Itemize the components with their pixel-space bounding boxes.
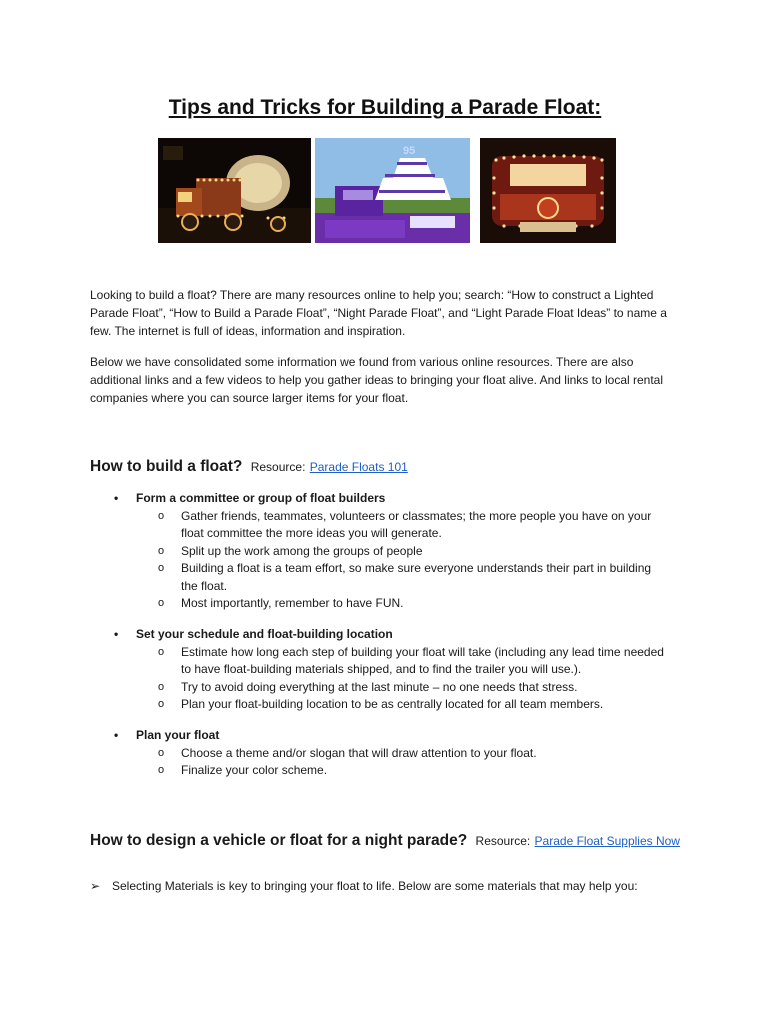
circle-bullet-icon: o: [158, 597, 165, 609]
sub-item: [110, 560, 670, 595]
sub-item-text: Try to avoid doing everything at the last minute – no one needs that stress.: [181, 679, 578, 694]
sub-item: [110, 745, 670, 763]
cake-float-photo: [315, 138, 470, 243]
arrow-bullet-icon: ➢: [90, 879, 101, 893]
resource-label: Resource:: [475, 834, 531, 848]
section-heading-text: How to design a vehicle or float for a night parade?: [90, 832, 468, 849]
sub-item-text: Split up the work among the groups of people: [181, 543, 423, 558]
circle-bullet-icon: o: [158, 645, 165, 658]
sub-item: [110, 696, 670, 714]
sub-item: [110, 644, 670, 679]
section-heading-night-parade: [90, 832, 680, 850]
bullet-icon: •: [114, 728, 119, 742]
schedule-group: [110, 626, 670, 714]
section-heading-text: How to build a float?: [90, 458, 243, 475]
bullet-item: [110, 626, 670, 644]
circle-bullet-icon: o: [158, 764, 165, 776]
intro-paragraph-2: Below we have consolidated some information we found from various online resources. There are also additional links and a few videos to help you gather ideas to bringing your float alive. And links to local rental companies where you can source larger items for your float.: [90, 355, 664, 405]
section-heading-build-float: [90, 458, 408, 476]
arrow-list-item: [90, 877, 690, 895]
lighted-truck-float-photo: [158, 138, 311, 243]
circle-bullet-icon: o: [158, 746, 165, 759]
parade-float-supplies-now-link[interactable]: Parade Float Supplies Now: [534, 834, 680, 848]
sub-item-text: Plan your float-building location to be as centrally located for all team members.: [181, 697, 604, 711]
sub-item-text: Finalize your color scheme.: [181, 763, 328, 777]
circle-bullet-icon: o: [158, 698, 165, 710]
sub-item: [110, 679, 670, 697]
circle-bullet-icon: o: [158, 562, 165, 574]
intro-paragraph-1: Looking to build a float? There are many resources online to help you; search: “How to construct a Lighted Parade Float”, “How to Build a Parade Float”, “Night Parade Float”, and “Light Parade Float Ideas” to name a few. The internet is full of ideas, information and inspiration.: [90, 288, 667, 338]
bullet-title: Form a committee or group of float builders: [136, 491, 386, 505]
sub-item-text: Most importantly, remember to have FUN.: [181, 596, 404, 610]
circle-bullet-icon: o: [158, 509, 165, 522]
bullet-title: Set your schedule and float-building location: [136, 627, 393, 641]
sub-item-text: Choose a theme and/or slogan that will draw attention to your float.: [181, 745, 537, 760]
sub-item-text: Building a float is a team effort, so make sure everyone understands their part in building the float.: [181, 561, 652, 593]
page-title: Tips and Tricks for Building a Parade Float:: [168, 96, 602, 119]
bullet-icon: •: [114, 491, 119, 505]
parade-floats-101-link[interactable]: Parade Floats 101: [309, 460, 408, 474]
arrow-item-text: Selecting Materials is key to bringing your float to life. Below are some materials that may help you:: [112, 879, 638, 893]
bullet-title: Plan your float: [136, 728, 220, 742]
bullet-item: [110, 490, 670, 508]
bullet-item: [110, 727, 670, 745]
resource-label: Resource:: [250, 460, 306, 474]
circle-bullet-icon: o: [158, 544, 165, 557]
sub-item-text: Estimate how long each step of building your float will take (including any lead time needed to have float-building materials shipped, and to find the trailer you will use.).: [181, 644, 664, 676]
plan-group: [110, 727, 670, 780]
sub-item: [110, 508, 670, 543]
sub-item: [110, 762, 670, 780]
sub-item: [110, 595, 670, 613]
bullet-icon: •: [114, 627, 119, 641]
sub-item: [110, 543, 670, 561]
svg-text:95: 95: [403, 145, 416, 157]
lighted-fire-truck-photo: [480, 138, 616, 243]
circle-bullet-icon: o: [158, 680, 165, 693]
committee-group: [110, 490, 670, 613]
sub-item-text: Gather friends, teammates, volunteers or classmates; the more people you have on your float committee the more ideas you will generate.: [181, 508, 652, 540]
